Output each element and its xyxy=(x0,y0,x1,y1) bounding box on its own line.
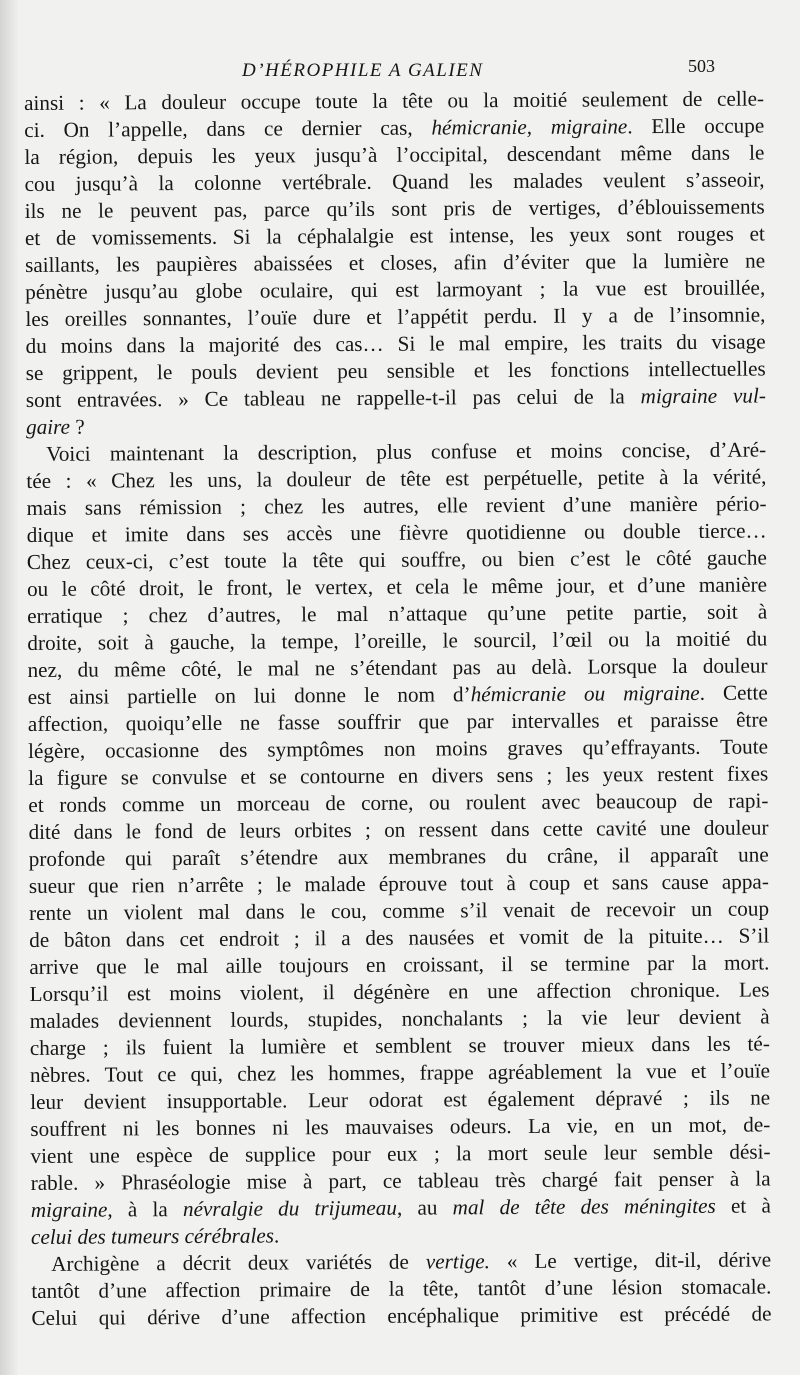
text-line: Lorsqu’il est moins violent, il dégénère en une affection chronique. Les xyxy=(29,977,770,1006)
text-line: nez, du même côté, le mal ne s’étendant pas au delà. Lorsque la douleur xyxy=(27,653,768,682)
text-line: malades deviennent lourds, stupides, nonchalants ; la vie leur devient à xyxy=(29,1004,770,1033)
text-line: se grippent, le pouls devient peu sensible et les fonctions intellectuelles xyxy=(25,356,766,385)
text-line: leur devient insupportable. Leur odorat est également dépravé ; ils ne xyxy=(30,1085,771,1114)
text-line: tantôt d’une affection primaire de la tête, tantôt d’une lésion stomacale. xyxy=(31,1274,772,1303)
page-number: 503 xyxy=(688,56,715,76)
text-line: vient une espèce de supplice pour eux ; la mort seule leur semble dési- xyxy=(30,1139,771,1168)
running-title: D’HÉROPHILE A GALIEN xyxy=(242,60,484,81)
paragraph-2 xyxy=(26,436,771,1251)
text-line: nèbres. Tout ce qui, chez les hommes, frappe agréablement la vue et l’ouïe xyxy=(29,1058,771,1087)
text-line: ou le côté droit, le front, le vertex, et cela le même jour, et d’une manière xyxy=(26,572,768,601)
text-line: du moins dans la majorité des cas… Si le mal empire, les traits du visage xyxy=(25,329,766,358)
text-line: erratique ; chez d’autres, le mal n’attaque qu’une petite partie, soit à xyxy=(27,599,768,628)
text-line: Voici maintenant la description, plus confuse et moins concise, d’Aré- xyxy=(46,437,767,466)
text-line: Chez ceux-ci, c’est toute la tête qui souffre, ou bien c’est le côté gauche xyxy=(26,545,767,574)
text-line: sont entravées. » Ce tableau ne rappelle-t-il pas celui de la migraine vul- xyxy=(25,383,766,412)
text-line: rable. » Phraséologie mise à part, ce tableau très chargé fait penser à la xyxy=(30,1166,771,1195)
text-line: pénètre jusqu’au globe oculaire, qui est larmoyant ; la vue est brouillée, xyxy=(25,275,766,304)
text-line: migraine, à la névralgie du trijumeau, au mal de tête des méningites et à xyxy=(30,1193,771,1222)
text-line: est ainsi partielle on lui donne le nom d’hémicranie ou migraine. Cette xyxy=(27,680,768,709)
text-line: de bâton dans cet endroit ; il a des nausées et vomit de la pituite… S’il xyxy=(29,923,770,952)
body-text xyxy=(24,85,772,1331)
text-line: souffrent ni les bonnes ni les mauvaises odeurs. La vie, en un mot, de- xyxy=(30,1112,771,1141)
text-line: droite, soit à gauche, la tempe, l’oreille, le sourcil, l’œil ou la moitié du xyxy=(27,626,768,655)
text-line: cou jusqu’à la colonne vertébrale. Quand les malades veulent s’asseoir, xyxy=(24,167,765,196)
text-line: celui des tumeurs cérébrales. xyxy=(30,1223,280,1249)
text-line: la figure se convulse et se contourne en divers sens ; les yeux restent fixes xyxy=(28,761,769,790)
text-line: profonde qui paraît s’étendre aux membranes du crâne, il apparaît une xyxy=(28,842,769,871)
text-line: et de vomissements. Si la céphalalgie est intense, les yeux sont rouges et xyxy=(24,221,765,250)
text-line: mais sans rémission ; chez les autres, elle revient d’une manière pério- xyxy=(26,491,767,520)
paragraph-3 xyxy=(31,1246,771,1332)
text-line: dique et imite dans ses accès une fièvre quotidienne ou double tierce… xyxy=(26,518,767,547)
text-line: ainsi : « La douleur occupe toute la tête ou la moitié seulement de celle- xyxy=(24,86,765,115)
text-line: la région, depuis les yeux jusqu’à l’occipital, descendant même dans le xyxy=(24,140,765,169)
text-line: saillants, les paupières abaissées et closes, afin d’éviter que la lumière ne xyxy=(24,248,766,277)
text-line: tée : « Chez les uns, la douleur de tête est perpétuelle, petite à la vérité, xyxy=(26,464,767,493)
text-line: affection, quoiqu’elle ne fasse souffrir que par intervalles et paraisse être xyxy=(27,707,768,736)
text-line: gaire ? xyxy=(25,414,85,439)
page-header xyxy=(0,52,800,84)
text-line: Archigène a décrit deux variétés de vertige. « Le vertige, dit-il, dérive xyxy=(51,1247,772,1276)
text-line: les oreilles sonnantes, l’ouïe dure et l’appétit perdu. Il y a de l’insomnie, xyxy=(25,302,766,331)
text-line: dité dans le fond de leurs orbites ; on ressent dans cette cavité une douleur xyxy=(28,815,769,844)
text-line: arrive que le mal aille toujours en croissant, il se termine par la mort. xyxy=(29,950,770,979)
text-line: légère, occasionne des symptômes non moins graves qu’effrayants. Toute xyxy=(27,734,769,763)
paragraph-1 xyxy=(24,85,766,441)
text-line: ci. On l’appelle, dans ce dernier cas, hémicranie, migraine. Elle occupe xyxy=(24,113,765,142)
page-gutter-shadow xyxy=(0,0,18,1375)
text-line: rente un violent mal dans le cou, comme s’il venait de recevoir un coup xyxy=(28,896,770,925)
text-line: ils ne le peuvent pas, parce qu’ils sont pris de vertiges, d’éblouissements xyxy=(24,194,765,223)
text-line: Celui qui dérive d’une affection encéphalique primitive est précédé de xyxy=(31,1301,772,1330)
text-line: et ronds comme un morceau de corne, ou roulent avec beaucoup de rapi- xyxy=(28,788,769,817)
text-line: sueur que rien n’arrête ; le malade éprouve tout à coup et sans cause appa- xyxy=(28,869,769,898)
text-line: charge ; ils fuient la lumière et semblent se trouver mieux dans les té- xyxy=(29,1031,770,1060)
